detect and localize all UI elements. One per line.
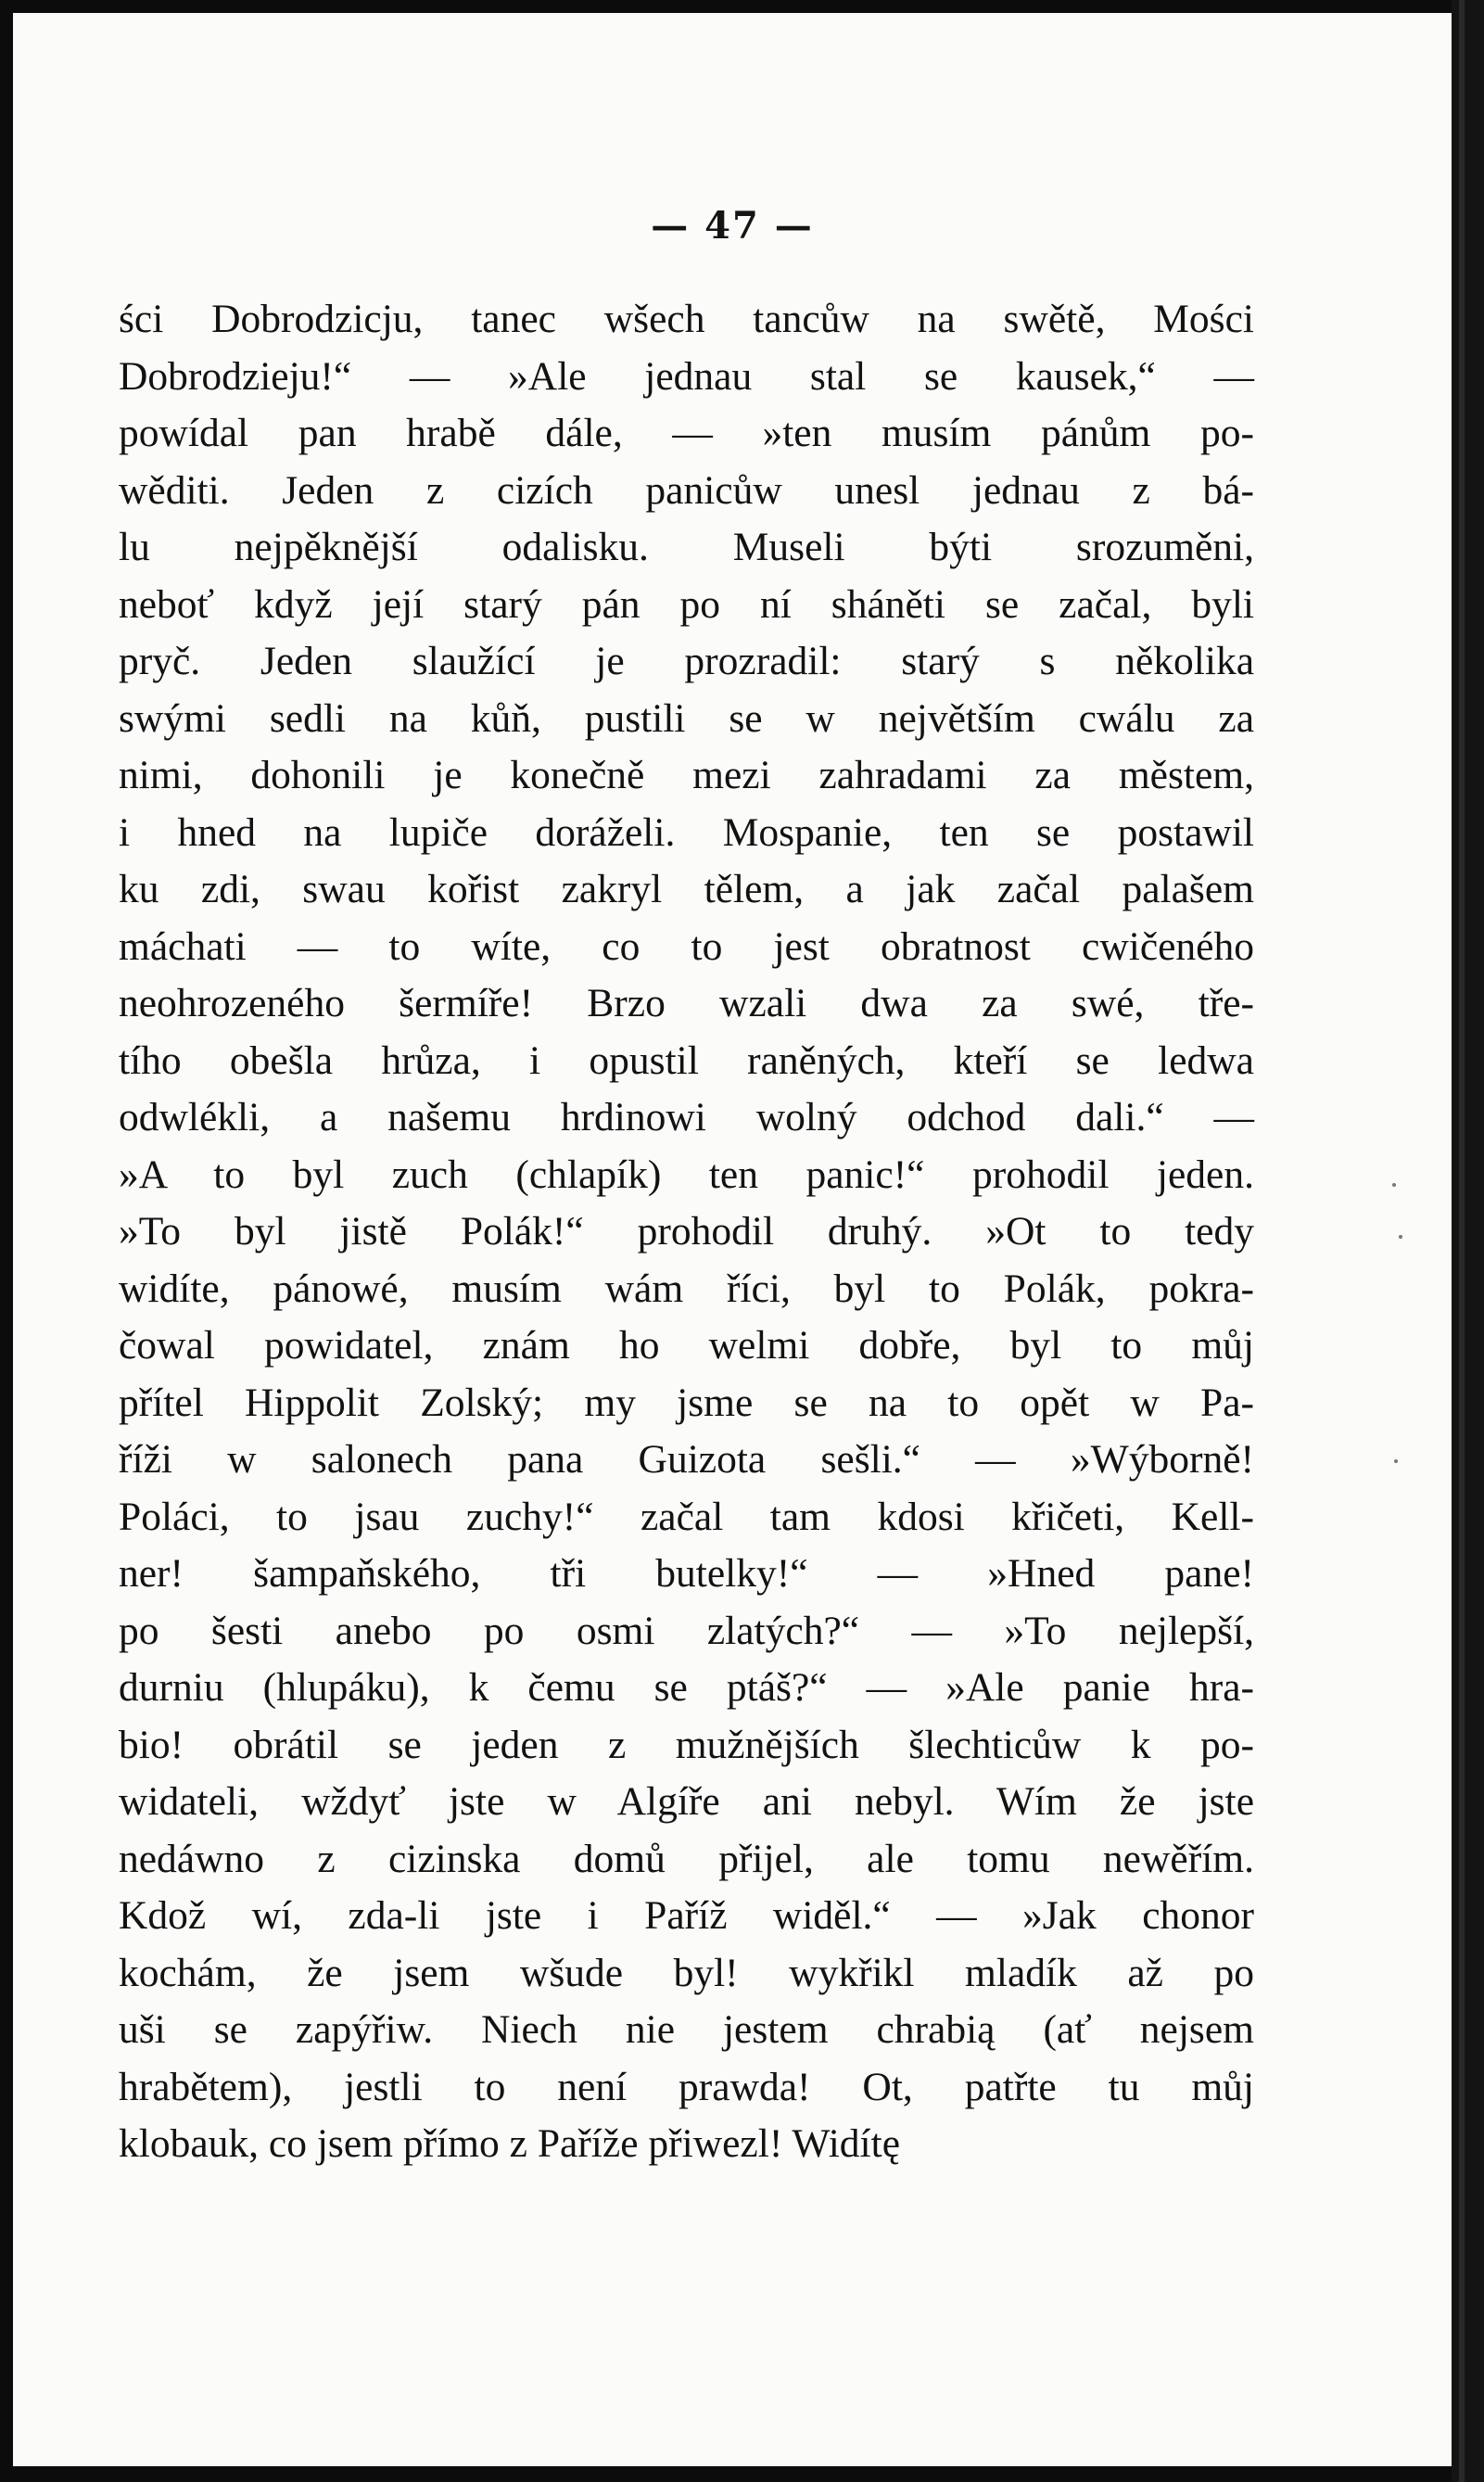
book-page <box>13 13 1452 2466</box>
text-line: kochám, že jsem wšude byl! wykřikl mladík až po <box>119 1950 1254 1995</box>
text-line: pryč. Jeden slaužící je prozradil: starý s několika <box>119 639 1254 683</box>
text-line: durniu (hlupáku), k čemu se ptáš?“ — »Ale panie hra- <box>119 1665 1254 1710</box>
text-line: Poláci, to jsau zuchy!“ začal tam kdosi křičeti, Kell- <box>119 1494 1254 1539</box>
text-line: nedáwno z cizinska domů přijel, ale tomu newěřím. <box>119 1836 1254 1881</box>
text-line: powídal pan hrabě dále, — »ten musím pánům po- <box>119 411 1254 455</box>
text-line: Dobrodzieju!“ — »Ale jednau stal se kausek,“ — <box>119 353 1254 399</box>
page-number: — 47 — <box>651 204 814 248</box>
text-line: neohrozeného šermíře! Brzo wzali dwa za swé, tře- <box>119 981 1254 1025</box>
text-line: klobauk, co jsem přímo z Paříže přiwezl! Widítę <box>119 2121 901 2166</box>
text-line: uši se zapýřiw. Niech nie jestem chrabią (ať nejsem <box>119 2007 1254 2052</box>
text-line: máchati — to wíte, co to jest obratnost cwičeného <box>119 923 1254 969</box>
text-line: i hned na lupiče doráželi. Mospanie, ten se postawil <box>119 809 1254 855</box>
text-line: přítel Hippolit Zolský; my jsme se na to opět w Pa- <box>119 1380 1254 1425</box>
text-line: »A to byl zuch (chlapík) ten panic!“ prohodil jeden. <box>119 1152 1254 1197</box>
text-line: neboť když její starý pán po ní sháněti se začal, byli <box>119 581 1254 627</box>
text-line: říži w salonech pana Guizota sešli.“ — »Wýborně! <box>119 1437 1254 1482</box>
paper-speck <box>1399 1235 1402 1239</box>
text-line: ku zdi, swau kořist zakryl tělem, a jak začal palašem <box>119 867 1254 911</box>
text-line: bio! obrátil se jeden z mužnějších šlechticůw k po- <box>119 1722 1254 1767</box>
text-line: widíte, pánowé, musím wám říci, byl to Polák, pokra- <box>119 1266 1254 1311</box>
text-line: ner! šampaňského, tři butelky!“ — »Hned pane! <box>119 1551 1254 1596</box>
text-line: Kdož wí, zda-li jste i Paříž widěl.“ — »Jak chonor <box>119 1893 1254 1938</box>
text-line: hrabětem), jestli to není prawda! Ot, patřte tu můj <box>119 2064 1254 2109</box>
text-line: »To byl jistě Polák!“ prohodil druhý. »Ot to tedy <box>119 1209 1254 1254</box>
scan-border <box>1452 0 1484 2482</box>
text-line: nimi, dohonili je konečně mezi zahradami za městem, <box>119 753 1254 797</box>
text-line: lu nejpěknější odalisku. Museli býti srozuměni, <box>119 525 1254 569</box>
paper-speck <box>1392 1183 1396 1187</box>
text-line: odwlékli, a našemu hrdinowi wolný odchod dali.“ — <box>119 1095 1254 1139</box>
paper-speck <box>1394 1459 1398 1463</box>
text-line: ści Dobrodzicju, tanec wšech tancůw na swětě, Mości <box>119 297 1254 341</box>
scan-border-inner <box>1459 0 1465 2482</box>
text-line: tího obešla hrůza, i opustil raněných, kteří se ledwa <box>119 1037 1254 1083</box>
text-line: po šesti anebo po osmi zlatých?“ — »To nejlepší, <box>119 1608 1254 1653</box>
text-line: čowal powidatel, znám ho welmi dobře, byl to můj <box>119 1323 1254 1368</box>
body-text <box>119 291 1254 2173</box>
text-line: widateli, wždyť jste w Algíře ani nebyl. Wím že jste <box>119 1779 1254 1824</box>
text-line: swými sedli na kůň, pustili se w největším cwálu za <box>119 695 1254 741</box>
text-line: wěditi. Jeden z cizích panicůw unesl jednau z bá- <box>119 467 1254 513</box>
